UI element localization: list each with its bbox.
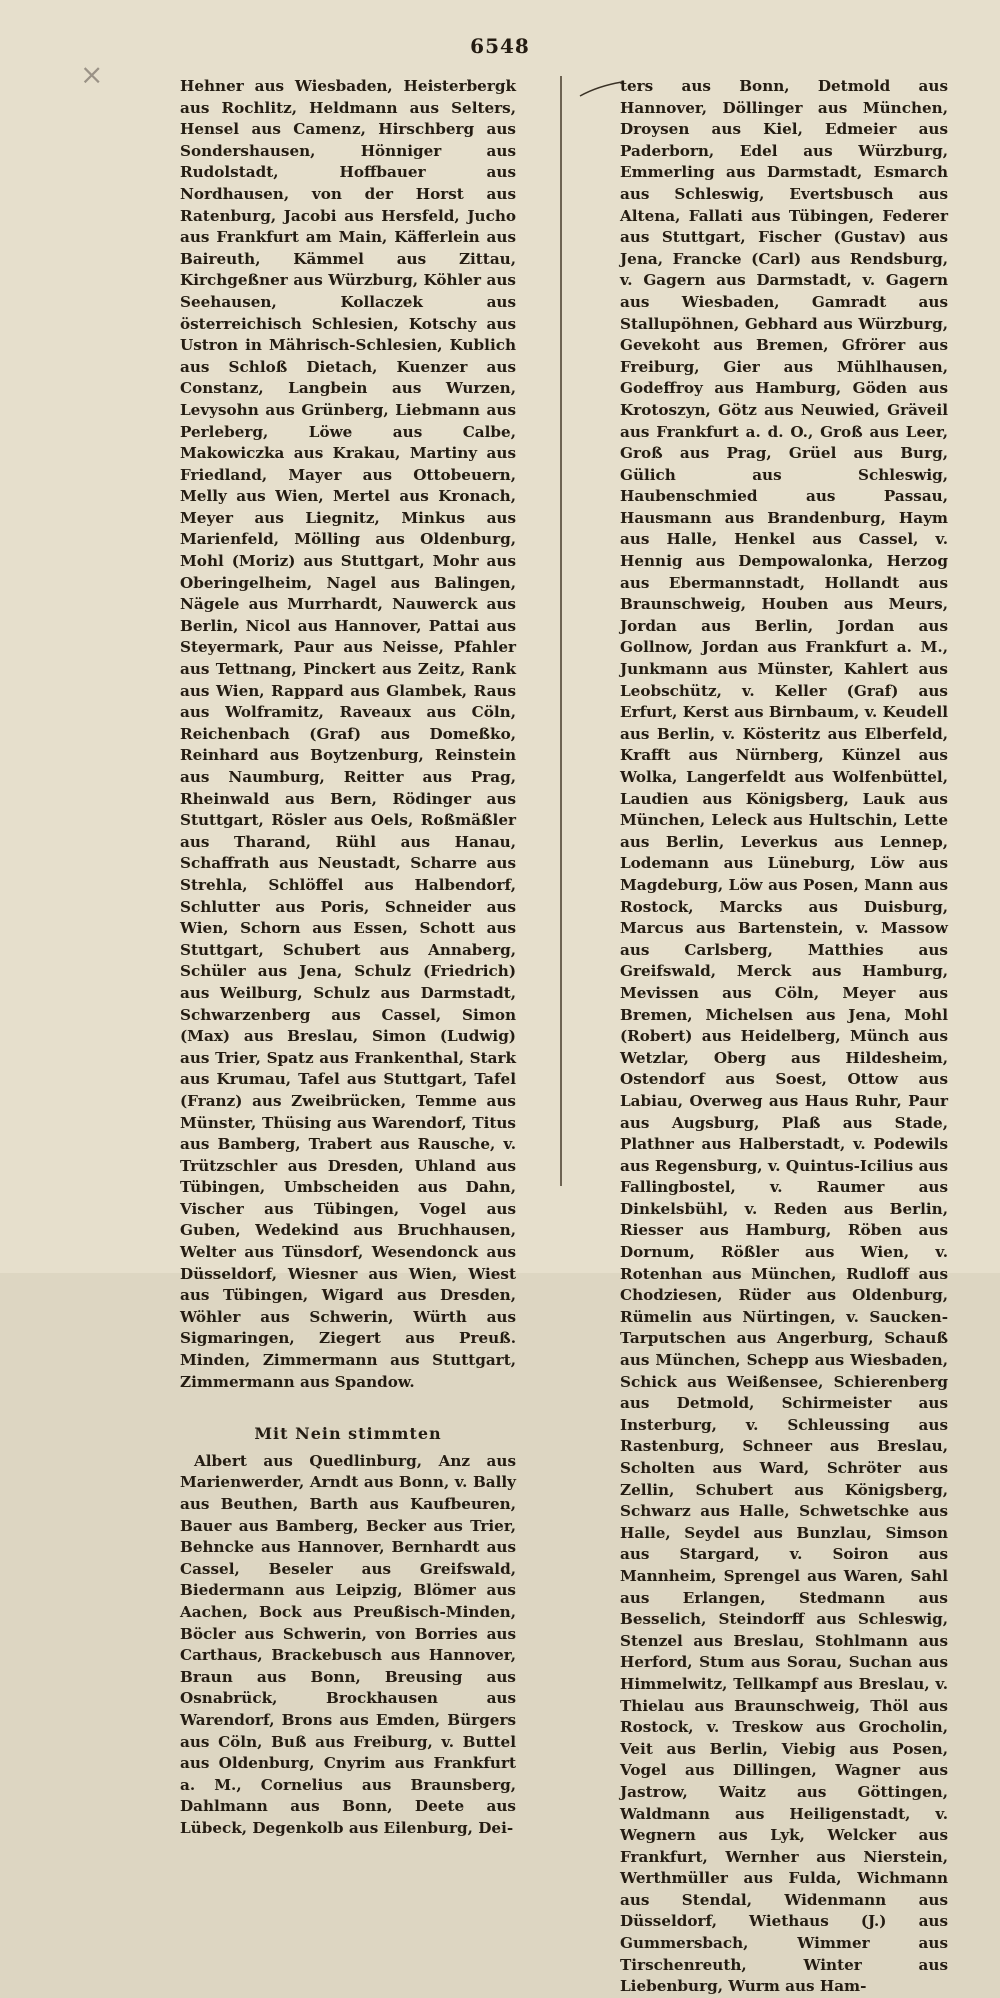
- margin-cross-mark: ×: [80, 58, 104, 91]
- right-column: [620, 76, 948, 1998]
- yes-voters-continued: Hehner aus Wiesbaden, Heisterbergk aus Rochlitz, Heldmann aus Selters, Hensel aus Camenz, Hirschberg aus Sondershausen, Hönniger aus Rudolstadt, Hoffbauer aus Nordhausen, von der Horst aus Ratenburg, Jacobi aus Hersfeld, Jucho aus Frankfurt am Main, Käfferlein aus Baireuth, Kämmel aus Zittau, Kirchgeßner aus Würzburg, Köhler aus Seehausen, Kollaczek aus österreichisch Schlesien, Kotschy aus Ustron in Mährisch-Schlesien, Kublich aus Schloß Dietach, Kuenzer aus Constanz, Langbein aus Wurzen, Levysohn aus Grünberg, Liebmann aus Perleberg, Löwe aus Calbe, Makowiczka aus Krakau, Martiny aus Friedland, Mayer aus Ottobeuern, Melly aus Wien, Mertel aus Kronach, Meyer aus Liegnitz, Minkus aus Marienfeld, Mölling aus Oldenburg, Mohl (Moriz) aus Stuttgart, Mohr aus Oberingelheim, Nagel aus Balingen, Nägele aus Murrhardt, Nauwerck aus Berlin, Nicol aus Hannover, Pattai aus Steyermark, Paur aus Neisse, Pfahler aus Tettnang, Pinckert aus Zeitz, Rank aus Wien, Rappard aus Glambek, Raus aus Wolframitz, Raveaux aus Cöln, Reichenbach (Graf) aus Domeßko, Reinhard aus Boytzenburg, Reinstein aus Naumburg, Reitter aus Prag, Rheinwald aus Bern, Rödinger aus Stuttgart, Rösler aus Oels, Roßmäßler aus Tharand, Rühl aus Hanau, Schaffrath aus Neustadt, Scharre aus Strehla, Schlöffel aus Halbendorf, Schlutter aus Poris, Schneider aus Wien, Schorn aus Essen, Schott aus Stuttgart, Schubert aus Annaberg, Schüler aus Jena, Schulz (Friedrich) aus Weilburg, Schulz aus Darmstadt, Schwarzenberg aus Cassel, Simon (Max) aus Breslau, Simon (Ludwig) aus Trier, Spatz aus Frankenthal, Stark aus Krumau, Tafel aus Stuttgart, Tafel (Franz) aus Zweibrücken, Temme aus Münster, Thüsing aus Warendorf, Titus aus Bamberg, Trabert aus Rausche, v. Trützschler aus Dresden, Uhland aus Tübingen, Umbscheiden aus Dahn, Vischer aus Tübingen, Vogel aus Guben, Wedekind aus Bruchhausen, Welter aus Tünsdorf, Wesendonck aus Düsseldorf, Wiesner aus Wien, Wiest aus Tübingen, Wigard aus Dresden, Wöhler aus Schwerin, Würth aus Sigmaringen, Ziegert aus Preuß. Minden, Zimmermann aus Stuttgart, Zimmermann aus Spandow.: [180, 77, 516, 1391]
- left-column: [180, 76, 516, 1840]
- section-heading-no-votes: Mit Nein stimmten: [254, 1424, 442, 1444]
- no-voters-list: Albert aus Quedlinburg, Anz aus Marienwerder, Arndt aus Bonn, v. Bally aus Beuthen, Barth aus Kaufbeuren, Bauer aus Bamberg, Becker aus Trier, Behncke aus Hannover, Bernhardt aus Cassel, Beseler aus Greifswald, Biedermann aus Leipzig, Blömer aus Aachen, Bock aus Preußisch-Minden, Böcler aus Schwerin, von Borries aus Carthaus, Brackebusch aus Hannover, Braun aus Bonn, Breusing aus Osnabrück, Brockhausen aus Warendorf, Brons aus Emden, Bürgers aus Cöln, Buß aus Freiburg, v. Buttel aus Oldenburg, Cnyrim aus Frankfurt a. M., Cornelius aus Braunsberg, Dahlmann aus Bonn, Deete aus Lübeck, Degenkolb aus Eilenburg, Dei-: [180, 1451, 516, 1837]
- no-voters-list-continued: ters aus Bonn, Detmold aus Hannover, Döllinger aus München, Droysen aus Kiel, Edmeier aus Paderborn, Edel aus Würzburg, Emmerling aus Darmstadt, Esmarch aus Schleswig, Evertsbusch aus Altena, Fallati aus Tübingen, Federer aus Stuttgart, Fischer (Gustav) aus Jena, Francke (Carl) aus Rendsburg, v. Gagern aus Darmstadt, v. Gagern aus Wiesbaden, Gamradt aus Stallupöhnen, Gebhard aus Würzburg, Gevekoht aus Bremen, Gfrörer aus Freiburg, Gier aus Mühlhausen, Godeffroy aus Hamburg, Göden aus Krotoszyn, Götz aus Neuwied, Gräveil aus Frankfurt a. d. O., Groß aus Leer, Groß aus Prag, Grüel aus Burg, Gülich aus Schleswig, Haubenschmied aus Passau, Hausmann aus Brandenburg, Haym aus Halle, Henkel aus Cassel, v. Hennig aus Dempowalonka, Herzog aus Ebermannstadt, Hollandt aus Braunschweig, Houben aus Meurs, Jordan aus Berlin, Jordan aus Gollnow, Jordan aus Frankfurt a. M., Junkmann aus Münster, Kahlert aus Leobschütz, v. Keller (Graf) aus Erfurt, Kerst aus Birnbaum, v. Keudell aus Berlin, v. Kösteritz aus Elberfeld, Krafft aus Nürnberg, Künzel aus Wolka, Langerfeldt aus Wolfenbüttel, Laudien aus Königsberg, Lauk aus München, Leleck aus Hultschin, Lette aus Berlin, Leverkus aus Lennep, Lodemann aus Lüneburg, Löw aus Magdeburg, Löw aus Posen, Mann aus Rostock, Marcks aus Duisburg, Marcus aus Bartenstein, v. Massow aus Carlsberg, Matthies aus Greifswald, Merck aus Hamburg, Mevissen aus Cöln, Meyer aus Bremen, Michelsen aus Jena, Mohl (Robert) aus Heidelberg, Münch aus Wetzlar, Oberg aus Hildesheim, Ostendorf aus Soest, Ottow aus Labiau, Overweg aus Haus Ruhr, Paur aus Augsburg, Plaß aus Stade, Plathner aus Halberstadt, v. Podewils aus Regensburg, v. Quintus-Icilius aus Fallingbostel, v. Raumer aus Dinkelsbühl, v. Reden aus Berlin, Riesser aus Hamburg, Röben aus Dornum, Rößler aus Wien, v. Rotenhan aus München, Rudloff aus Chodziesen, Rüder aus Oldenburg, Rümelin aus Nürtingen, v. Saucken-Tarputschen aus Angerburg, Schauß aus München, Schepp aus Wiesbaden, Schick aus Weißensee, Schierenberg aus Detmold, Schirmeister aus Insterburg, v. Schleussing aus Rastenburg, Schneer aus Breslau, Scholten aus Ward, Schröter aus Zellin, Schubert aus Königsberg, Schwarz aus Halle, Schwetschke aus Halle, Seydel aus Bunzlau, Simson aus Stargard, v. Soiron aus Mannheim, Sprengel aus Waren, Sahl aus Erlangen, Stedmann aus Besselich, Steindorff aus Schleswig, Stenzel aus Breslau, Stohlmann aus Herford, Stum aus Sorau, Suchan aus Himmelwitz, Tellkampf aus Breslau, v. Thielau aus Braunschweig, Thöl aus Rostock, v. Treskow aus Grocholin, Veit aus Berlin, Viebig aus Posen, Vogel aus Dillingen, Wagner aus Jastrow, Waitz aus Göttingen, Waldmann aus Heiligenstadt, v. Wegnern aus Lyk, Welcker aus Frankfurt, Wernher aus Nierstein, Werthmüller aus Fulda, Wichmann aus Stendal, Widenmann aus Düsseldorf, Wiethaus (J.) aus Gummersbach, Wimmer aus Tirschenreuth, Winter aus Liebenburg, Wurm aus Ham-: [620, 77, 948, 1996]
- page-number: 6548: [470, 34, 530, 58]
- column-divider: [560, 76, 562, 1186]
- pen-stroke-mark: [578, 80, 624, 100]
